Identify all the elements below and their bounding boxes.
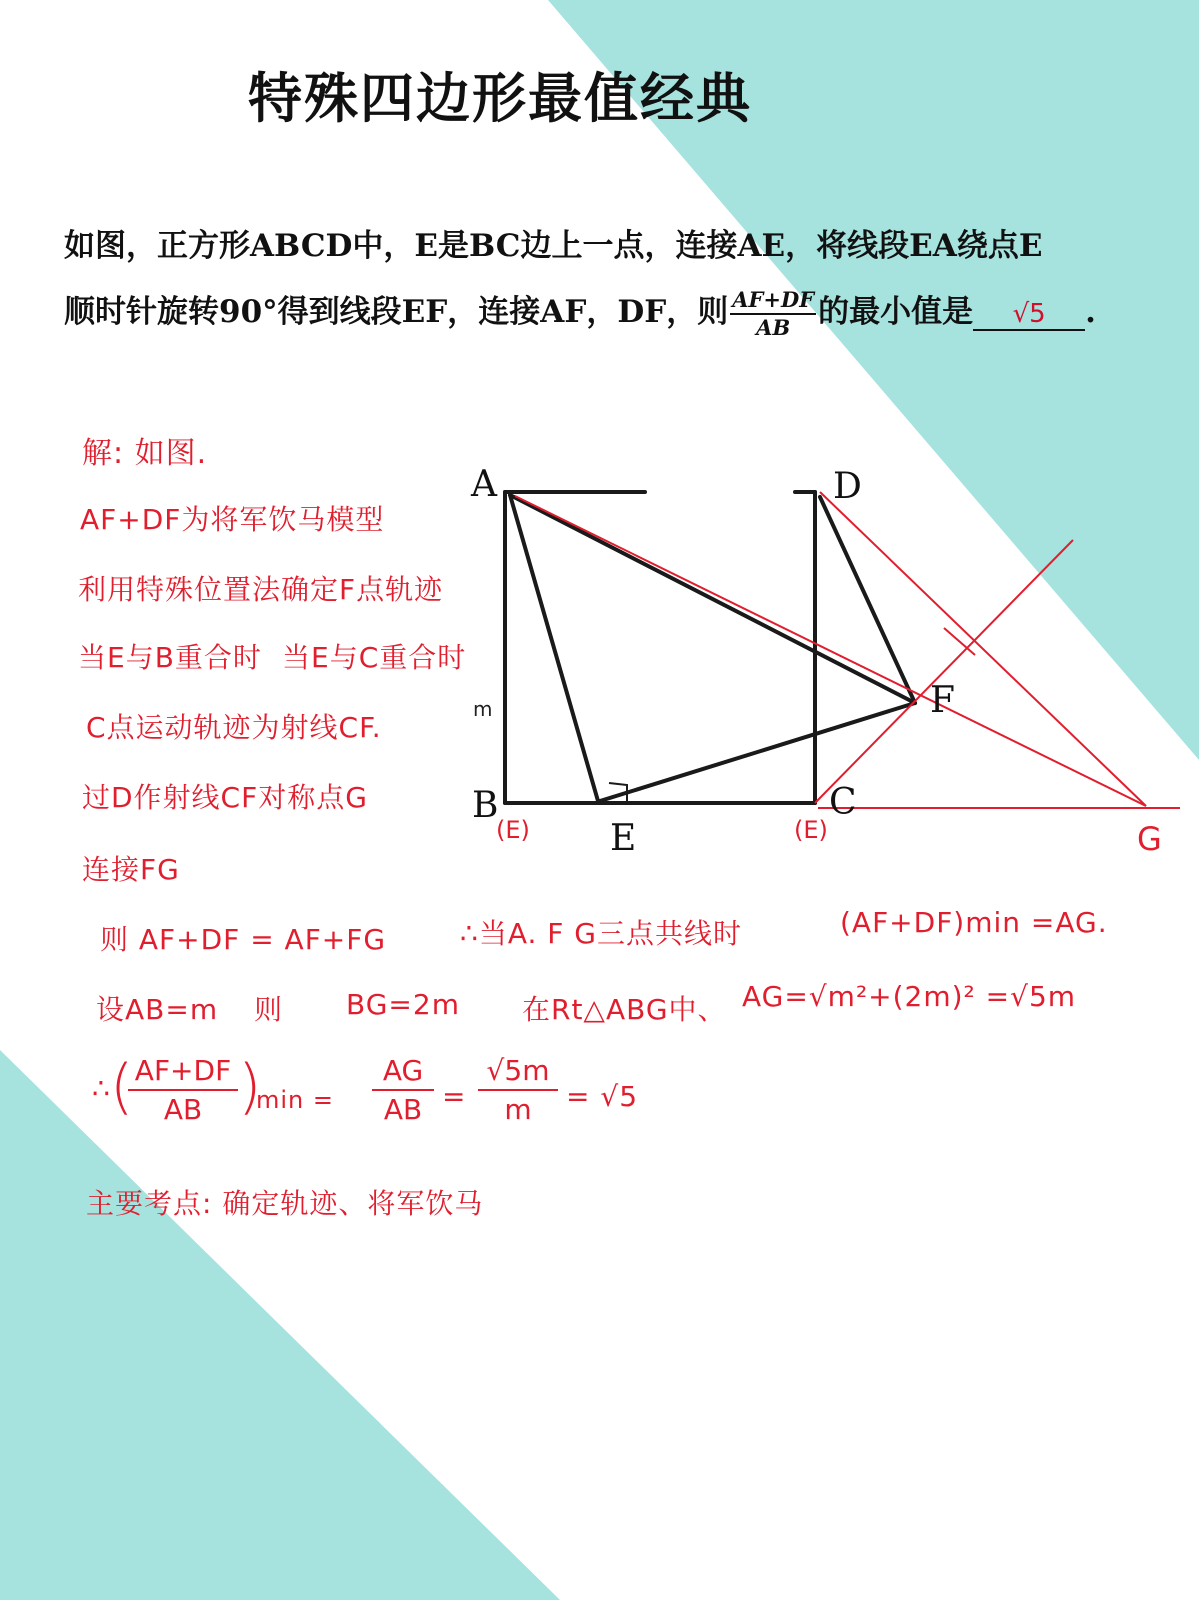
problem-line-1: 如图，正方形ABCD中，E是BC边上一点，连接AE，将线段EA绕点E (64, 228, 1043, 264)
label-d: D (833, 466, 862, 507)
label-f: F (930, 680, 955, 721)
equals-sign: = (442, 1080, 467, 1113)
solution-line-9d: 在Rt△ABG中、 (522, 993, 727, 1026)
right-paren: ) (238, 1052, 262, 1122)
problem-text-after: 的最小值是 (818, 294, 974, 330)
left-paren: ( (110, 1052, 134, 1122)
solution-line-8c: (AF+DF)min =AG. (840, 906, 1108, 939)
fraction-numerator: AG (372, 1054, 434, 1091)
solution-line-7: 连接FG (82, 853, 180, 886)
fraction-denominator: AB (163, 1093, 203, 1126)
fraction-root5m-over-m (478, 1054, 558, 1126)
solution-line-9a: 设AB=m (96, 993, 219, 1026)
segment-ae (510, 495, 598, 801)
fraction-numerator: √5m (478, 1054, 558, 1091)
problem-period: . (1085, 294, 1096, 330)
solution-line-2: AF+DF为将军饮马模型 (80, 503, 385, 536)
fraction-denominator: AB (756, 314, 791, 340)
page-title: 特殊四边形最值经典 (248, 66, 752, 130)
fraction-denominator: AB (383, 1093, 423, 1126)
label-m: m (473, 697, 493, 721)
fraction-ag-over-ab (372, 1054, 434, 1126)
therefore-symbol: ∴ (92, 1072, 111, 1105)
solution-line-3: 利用特殊位置法确定F点轨迹 (78, 573, 444, 606)
final-result: = √5 (566, 1080, 639, 1113)
line-dg (820, 492, 1146, 806)
label-g: G (1137, 820, 1162, 858)
label-b-e: (E) (496, 816, 530, 844)
segment-df (820, 497, 915, 703)
label-c: C (829, 782, 857, 823)
solution-line-8b: ∴当A. F G三点共线时 (460, 917, 742, 950)
label-c-e: (E) (794, 816, 828, 844)
answer-blank: √5 (973, 299, 1085, 331)
solution-line-4a: 当E与B重合时 (78, 641, 262, 674)
solution-line-1: 解: 如图. (82, 436, 208, 471)
problem-text: 顺时针旋转90°得到线段EF，连接AF，DF，则 (64, 294, 729, 330)
key-points: 主要考点: 确定轨迹、将军饮马 (86, 1187, 484, 1220)
solution-line-9c: BG=2m (346, 988, 460, 1021)
line-ag (515, 496, 1146, 806)
fraction-denominator: m (504, 1093, 532, 1126)
solution-line-6: 过D作射线CF对称点G (82, 781, 368, 814)
segment-ef (600, 703, 915, 801)
solution-line-9e: AG=√m²+(2m)² =√5m (742, 980, 1077, 1013)
fraction-af-df-over-ab (128, 1054, 238, 1126)
solution-line-5: C点运动轨迹为射线CF. (86, 711, 382, 744)
solution-line-9b: 则 (254, 993, 284, 1026)
label-b: B (472, 785, 499, 826)
fraction-numerator: AF+DF (730, 287, 816, 315)
fraction-numerator: AF+DF (128, 1054, 238, 1091)
min-label: min = (256, 1086, 334, 1114)
label-e: E (610, 818, 637, 859)
solution-line-8a: 则 AF+DF = AF+FG (100, 923, 387, 956)
solution-line-4b: 当E与C重合时 (282, 641, 467, 674)
label-a: A (471, 464, 497, 505)
symmetry-line-d (944, 628, 975, 655)
